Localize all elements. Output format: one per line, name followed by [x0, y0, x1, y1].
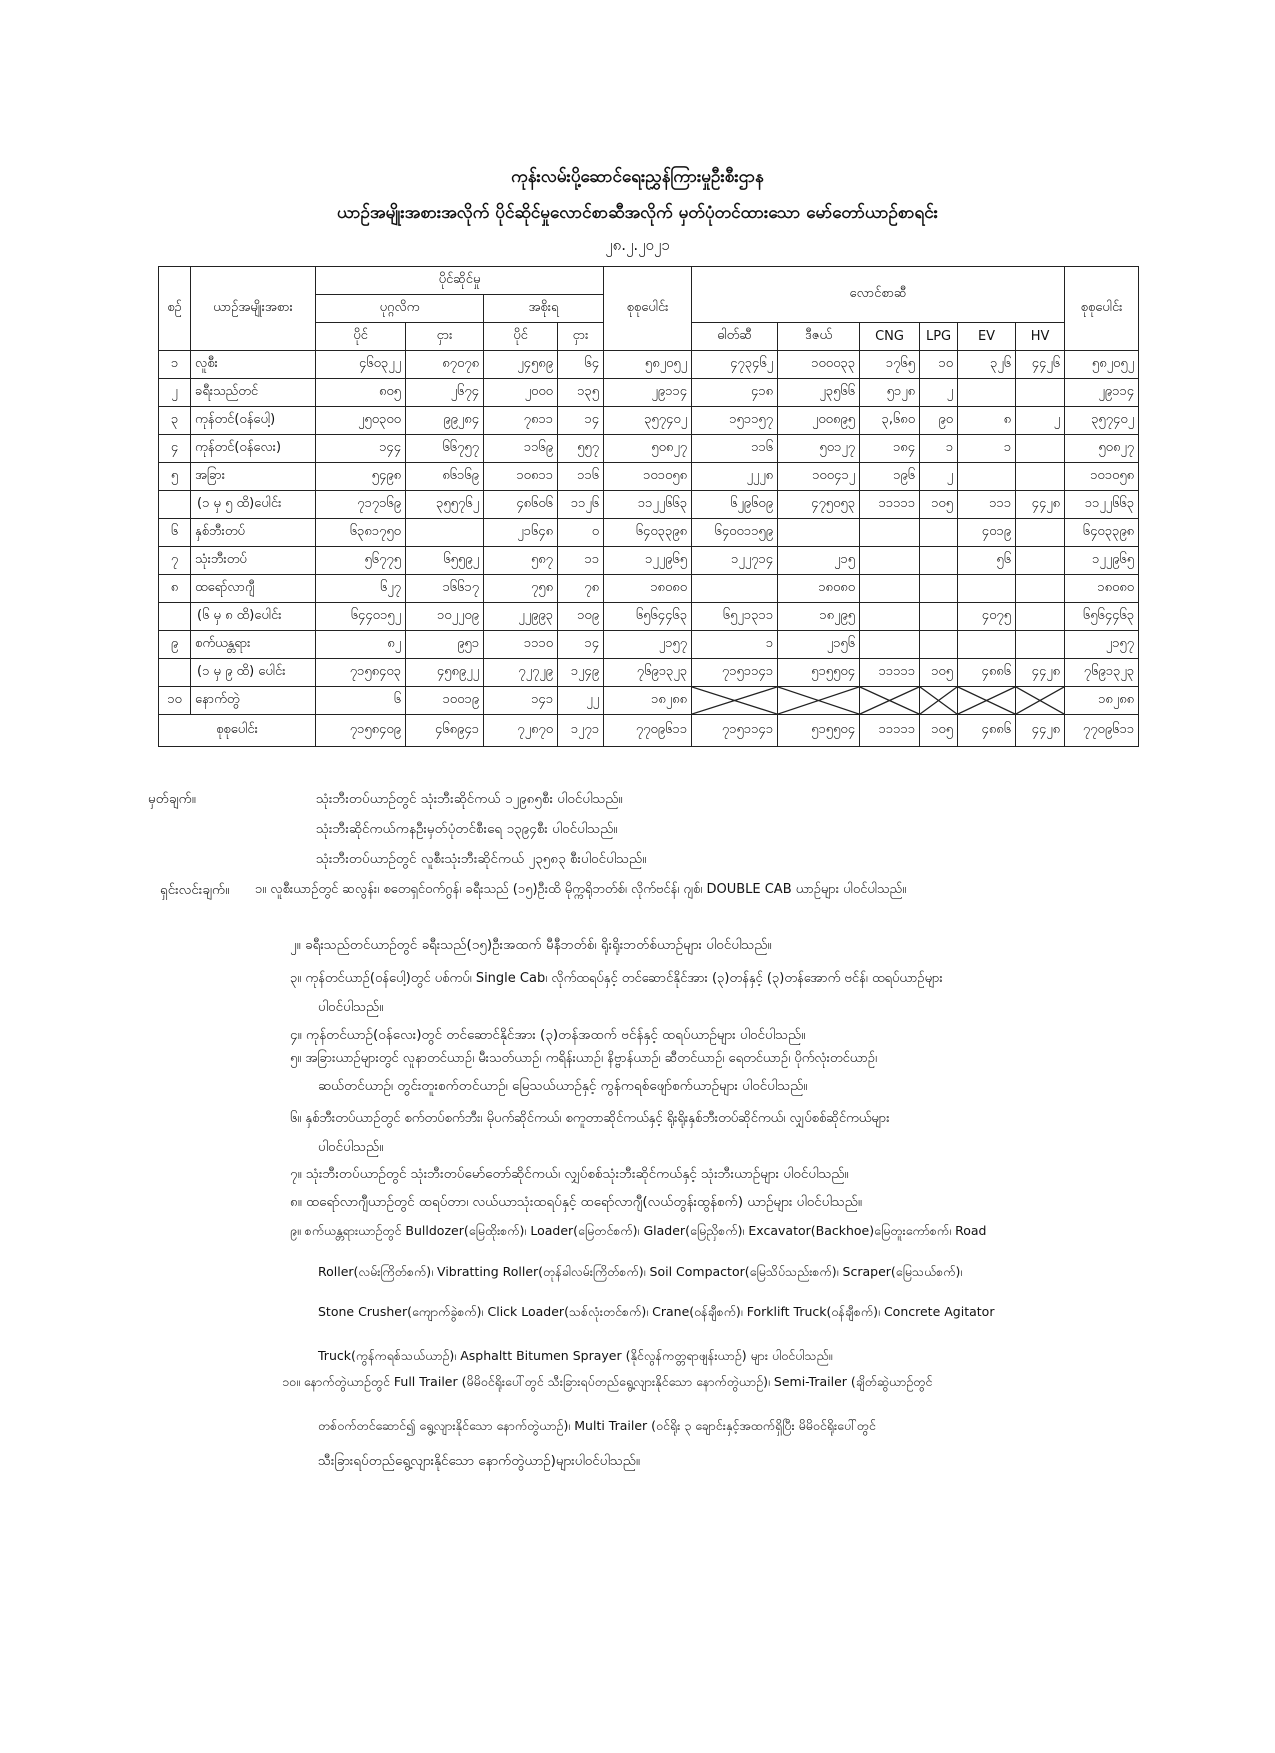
table-cell: ၄၀၁၉ — [958, 519, 1016, 547]
table-cell: ၅၈၂၀၅၂ — [1065, 351, 1139, 379]
explanation-line: ပါဝင်ပါသည်။ — [318, 1139, 384, 1155]
document-date: ၂၈.၂.၂၀၂၁ — [605, 236, 670, 254]
explanation-line: ၆။ နှစ်ဘီးတပ်ယာဉ်တွင် စက်တပ်စက်ဘီး၊ မိုပက်ဆိုင်ကယ်၊ စကူတာဆိုင်ကယ်နှင့် ရိုးရိုးနှစ်ဘီးတပ်ဆိုင်ကယ်၊ လျှပ်စစ်ဆိုင်ကယ်များ — [290, 1111, 890, 1126]
row-number: ၉ — [159, 631, 191, 659]
row-label: (၆ မှ ၈ ထိ)ပေါင်း — [191, 603, 316, 631]
table-cell: ၄၄၂၈ — [1016, 659, 1065, 687]
table-cell: ၅၁၅၅၀၄ — [778, 715, 860, 747]
table-cell: ၂၂၉၉၃ — [484, 603, 558, 631]
row-number: ၁ — [159, 351, 191, 379]
row-label: ကုန်တင်(ဝန်ပေါ့) — [191, 407, 316, 435]
table-cell: ၄၅၈၉၂၂ — [406, 659, 484, 687]
remark-line: သုံးဘီးတပ်ယာဉ်တွင် သုံးဘီးဆိုင်ကယ် ၁၂၉၈၅စီး ပါဝင်ပါသည်။ — [316, 791, 623, 807]
table-cell: ၂၂ — [558, 687, 604, 715]
table-cell: ၉၀ — [920, 407, 958, 435]
table-cell: ၆၅၆၄၄၆၃ — [1065, 603, 1139, 631]
table-cell: ၉၅၁ — [406, 631, 484, 659]
table-cell: ၂၆၇၄ — [406, 379, 484, 407]
table-cell: ၅၀၈၂၇ — [604, 435, 692, 463]
table-cell: ၈၇၀၇၈ — [406, 351, 484, 379]
table-cell: ၃၅၇၄၀၂ — [604, 407, 692, 435]
table-cell: ၁ — [692, 631, 778, 659]
row-number: ၁၀ — [159, 687, 191, 715]
table-cell: ၄၈၈၆ — [958, 659, 1016, 687]
table-cell: ၇၁၅၁၁၄၁ — [692, 659, 778, 687]
table-cell: ၇၂၈၇၀ — [484, 715, 558, 747]
table-cell: ၂၀၀၀ — [484, 379, 558, 407]
table-cell: ၅၆၇၇၅ — [316, 547, 406, 575]
table-cell: ၁၁၆၉ — [484, 435, 558, 463]
table-cell: ၁၁၂၆ — [558, 491, 604, 519]
table-cell: ၁၀၉ — [558, 603, 604, 631]
table-cell: ၁၂၇၁ — [558, 715, 604, 747]
table-cell: ၁၀၈၁၁ — [484, 463, 558, 491]
col-govt-rent: ငှား — [558, 323, 604, 351]
table-cell: ၆၂၇ — [316, 575, 406, 603]
table-cell: ၅၆ — [958, 547, 1016, 575]
explanation-line: တစ်ဝက်တင်ဆောင်၍ ရွေ့လျားနိုင်သော နောက်တွဲယာဉ်)၊ Multi Trailer (ဝင်ရိုး ၃ ချောင်းနှင့်အထက်ရှိပြီး မိမိဝင်ရိုးပေါ်တွင် — [318, 1418, 876, 1433]
table-cell: ၁၁ — [558, 547, 604, 575]
table-cell: ၅၅၇ — [558, 435, 604, 463]
table-cell: ၅၄၉၈ — [316, 463, 406, 491]
table-cell: ၂ — [920, 379, 958, 407]
table-cell: ၆၄၄၀၁၅၂ — [316, 603, 406, 631]
table-cell: ၁၄ — [558, 407, 604, 435]
table-cell: ၁၀၅ — [920, 715, 958, 747]
table-cell: ၃၅၅၇၆၂ — [406, 491, 484, 519]
explanation-line: Roller(လမ်းကြိတ်စက်)၊ Vibratting Roller(တုန်ခါလမ်းကြိတ်စက်)၊ Soil Compactor(မြေသိပ်သည်းစက်)၊ Scraper(မြေသယ်စက်)၊ — [318, 1264, 963, 1279]
table-cell: ၁၄ — [558, 631, 604, 659]
table-cell: ၇၇၀၉၆၁၁ — [1065, 715, 1139, 747]
table-cell: ၇၆၉၁၃၂၃ — [604, 659, 692, 687]
table-cell: ၆၆၇၅၇ — [406, 435, 484, 463]
table-cell: ၇၇၀၉၆၁၁ — [604, 715, 692, 747]
col-govt: အစိုးရ — [484, 295, 604, 323]
table-cell: ၆၂၉၆၀၉ — [692, 491, 778, 519]
table-cell: ၁၃၅ — [558, 379, 604, 407]
row-label: ကုန်တင်(ဝန်လေး) — [191, 435, 316, 463]
table-cell: ၃,၆၈၀ — [860, 407, 920, 435]
table-cell: ၁၀၁၀၅၈ — [604, 463, 692, 491]
table-cell: ၇၈ — [558, 575, 604, 603]
table-cell: ၈၀၅ — [316, 379, 406, 407]
table-cell: ၅၀၈၂၇ — [1065, 435, 1139, 463]
table-cell: ၈ — [958, 407, 1016, 435]
table-cell: ၁ — [920, 435, 958, 463]
explanation-line: ၁။ လူစီးယာဉ်တွင် ဆလွန်း၊ စတေရှင်ဝက်ဂွန်၊ ခရီးသည် (၁၅)ဦးထိ မိုက္ကရိုဘတ်စ်၊ လိုက်ဗင်န်၊ ဂျစ်၊ DOUBLE CAB ယာဉ်များ ပါဝင်ပါသည်။ — [255, 882, 907, 897]
explanation-line: ၄။ ကုန်တင်ယာဉ်(ဝန်လေး)တွင် တင်ဆောင်နိုင်အား (၃)တန်အထက် ဗင်န်နှင့် ထရပ်ယာဉ်များ ပါဝင်ပါသည်။ — [290, 1027, 806, 1043]
row-number: ၅ — [159, 463, 191, 491]
table-cell: ၇၁၅၁၁၄၁ — [692, 715, 778, 747]
table-cell: ၁၁၂၂၆၆၃ — [604, 491, 692, 519]
table-cell: ၁၀၀၄၁၂ — [778, 463, 860, 491]
grand-total-label: စုစုပေါင်း — [159, 715, 316, 747]
row-label: (၁ မှ ၉ ထိ) ပေါင်း — [191, 659, 316, 687]
table-cell: ၁၀၅ — [920, 659, 958, 687]
explanation-line: ၇။ သုံးဘီးတပ်ယာဉ်တွင် သုံးဘီးတပ်မော်တော်ဆိုင်ကယ်၊ လျှပ်စစ်သုံးဘီးဆိုင်ကယ်နှင့် သုံးဘီးယာဉ်များ ပါဝင်ပါသည်။ — [290, 1166, 849, 1182]
table-cell: ၁၂၂၉၆၅ — [604, 547, 692, 575]
row-label: နှစ်ဘီးတပ် — [191, 519, 316, 547]
remark-line: သုံးဘီးတပ်ယာဉ်တွင် လူစီးသုံးဘီးဆိုင်ကယ် ၂၃၅၈၃ စီးပါဝင်ပါသည်။ — [316, 851, 647, 867]
table-cell: ၁၀၂၂၀၉ — [406, 603, 484, 631]
table-cell: ၃၅၇၄၀၂ — [1065, 407, 1139, 435]
explanation-line: သီးခြားရပ်တည်ရွေ့လျားနိုင်သော နောက်တွဲယာဉ်)များပါဝင်ပါသည်။ — [318, 1453, 641, 1469]
table-cell: ၇၁၅၈၄၀၃ — [316, 659, 406, 687]
col-private: ပုဂ္ဂလိက — [316, 295, 484, 323]
table-cell: ၁ — [958, 435, 1016, 463]
table-cell: ၁၂၄၉ — [558, 659, 604, 687]
table-cell: ၂၉၁၁၄ — [1065, 379, 1139, 407]
table-cell: ၄၄၂၆ — [1016, 351, 1065, 379]
row-number: ၇ — [159, 547, 191, 575]
table-cell: ၁၀ — [920, 351, 958, 379]
table-cell: ၁၈၂၉၅ — [778, 603, 860, 631]
table-cell: ၁၄၁ — [484, 687, 558, 715]
col-cng: CNG — [860, 323, 920, 351]
explanation-line: Stone Crusher(ကျောက်ခွဲစက်)၊ Click Loader(သစ်လုံးတင်စက်)၊ Crane(ဝန်ချီစက်)၊ Forklift Truck(ဝန်ချီစက်)၊ Concrete Agitator — [318, 1304, 995, 1319]
table-cell: ၆၄၀၃၃၉၈ — [604, 519, 692, 547]
table-cell: ၁၈၂၈၈ — [604, 687, 692, 715]
table-cell: ၄၆၈၉၄၁ — [406, 715, 484, 747]
table-cell: ၁၁၁ — [958, 491, 1016, 519]
table-cell: ၆၅၂၁၃၁၁ — [692, 603, 778, 631]
table-cell: ၂၃၅၆၆ — [778, 379, 860, 407]
row-label: (၁ မှ ၅ ထိ)ပေါင်း — [191, 491, 316, 519]
row-number: ၄ — [159, 435, 191, 463]
table-cell: ၅၈၂၀၅၂ — [604, 351, 692, 379]
table-cell: ၆၃၈၁၇၅၀ — [316, 519, 406, 547]
table-cell: ၄၆၀၃၂၂ — [316, 351, 406, 379]
col-govt-own: ပိုင် — [484, 323, 558, 351]
row-label: ခရီးသည်တင် — [191, 379, 316, 407]
table-cell: ၂၂၂၈ — [692, 463, 778, 491]
col-total: စုစုပေါင်း — [604, 267, 692, 351]
table-cell: ၄၈၈၆ — [958, 715, 1016, 747]
table-cell: ၁၁၁၁၁ — [860, 659, 920, 687]
table-cell: ၁၂၂၇၁၄ — [692, 547, 778, 575]
table-cell: ၂၁၅၆ — [778, 631, 860, 659]
table-cell: ၂၁၅ — [778, 547, 860, 575]
table-cell: ၁၈၀၈၀ — [604, 575, 692, 603]
table-cell: ၂၅၀၃၀၀ — [316, 407, 406, 435]
table-cell: ၂၁၅၇ — [1065, 631, 1139, 659]
explanation-line: ၂။ ခရီးသည်တင်ယာဉ်တွင် ခရီးသည်(၁၅)ဦးအထက် မီနီဘတ်စ်၊ ရိုးရိုးဘတ်စ်ယာဉ်များ ပါဝင်ပါသည်။ — [290, 937, 772, 953]
table-cell: ၆၅၆၄၄၆၃ — [604, 603, 692, 631]
table-cell: ၇၁၇၁၆၉ — [316, 491, 406, 519]
col-hv: HV — [1016, 323, 1065, 351]
table-cell: ၂၁၅၇ — [604, 631, 692, 659]
table-cell: ၂၁၆၄၈ — [484, 519, 558, 547]
explanations-label: ရှင်းလင်းချက်။ — [160, 882, 230, 898]
table-cell: ၇၅၈ — [484, 575, 558, 603]
table-cell: ၇၆၉၁၃၂၃ — [1065, 659, 1139, 687]
table-cell: ၅၈၇ — [484, 547, 558, 575]
table-cell: ၁၁၆ — [692, 435, 778, 463]
table-cell: ၁၀၀၀၃၃ — [778, 351, 860, 379]
col-diesel: ဒီဇယ် — [778, 323, 860, 351]
col-type: ယာဉ်အမျိုးအစား — [191, 267, 316, 351]
remarks-label: မှတ်ချက်။ — [148, 791, 196, 807]
explanation-line: ပါဝင်ပါသည်။ — [318, 999, 384, 1015]
col-lpg: LPG — [920, 323, 958, 351]
table-cell: ၂ — [920, 463, 958, 491]
table-cell: ၅၁၅၅၀၄ — [778, 659, 860, 687]
table-cell: ၁၈၀၈၀ — [1065, 575, 1139, 603]
explanation-line: Truck(ကွန်ကရစ်သယ်ယာဉ်)၊ Asphaltt Bitumen Sprayer (နိုင်လွန်ကတ္တရာဖျန်းယာဉ်) များ ပါဝင်ပါသည်။ — [318, 1348, 833, 1363]
explanation-line: ဆယ်တင်ယာဉ်၊ တွင်းတူးစက်တင်ယာဉ်၊ မြေသယ်ယာဉ်နှင့် ကွန်ကရစ်ဖျော်စက်ယာဉ်များ ပါဝင်ပါသည်။ — [318, 1078, 808, 1094]
col-ownership: ပိုင်ဆိုင်မှု — [316, 267, 604, 295]
row-label: အခြား — [191, 463, 316, 491]
table-cell: ၁၁၁၁၁ — [860, 491, 920, 519]
table-cell: ၂၉၁၁၄ — [604, 379, 692, 407]
explanation-line: ၈။ ထရော်လာဂျီယာဉ်တွင် ထရပ်တာ၊ လယ်ယာသုံးထရပ်နှင့် ထရော်လာဂျီ(လယ်တွန်းထွန်စက်) ယာဉ်များ ပါဝင်ပါသည်။ — [290, 1194, 862, 1210]
table-cell: ၁၆၆၁၇ — [406, 575, 484, 603]
table-cell: ၁၈၂၈၈ — [1065, 687, 1139, 715]
table-cell: ၄၇၅၀၅၃ — [778, 491, 860, 519]
col-private-own: ပိုင် — [316, 323, 406, 351]
table-cell: ၄၈၆၀၆ — [484, 491, 558, 519]
table-cell: ၂၀၀၈၉၅ — [778, 407, 860, 435]
table-cell: ၂ — [1016, 407, 1065, 435]
row-number: ၃ — [159, 407, 191, 435]
table-cell: ၃၂၆ — [958, 351, 1016, 379]
col-ev: EV — [958, 323, 1016, 351]
explanation-line: ၉။ စက်ယန္တရားယာဉ်တွင် Bulldozer(မြေထိုးစက်)၊ Loader(မြေတင်စက်)၊ Glader(မြေညှိစက်)၊ Excavator(Backhoe)မြေတူးကော်စက်၊ Road — [290, 1223, 987, 1238]
table-cell: ၄၁၈ — [692, 379, 778, 407]
table-cell: ၅၀၁၂၇ — [778, 435, 860, 463]
table-cell: ၁၅၁၁၅၇ — [692, 407, 778, 435]
row-number: ၂ — [159, 379, 191, 407]
explanation-line: ၃။ ကုန်တင်ယာဉ်(ဝန်ပေါ့)တွင် ပစ်ကပ်၊ Single Cab၊ လိုက်ထရပ်နှင့် တင်ဆောင်နိုင်အား (၃)တန်နှင့် (၃)တန်အောက် ဗင်န်၊ ထရပ်ယာဉ်များ — [290, 971, 943, 986]
table-cell: ၆ — [316, 687, 406, 715]
table-cell: ၈၆၁၆၉ — [406, 463, 484, 491]
table-cell: ၇၁၅၈၄၀၉ — [316, 715, 406, 747]
table-cell: ၁၉၆ — [860, 463, 920, 491]
table-cell: ၄၄၂၈ — [1016, 491, 1065, 519]
row-label: နောက်တွဲ — [191, 687, 316, 715]
table-cell: ၆၄၀၀၁၁၅၉ — [692, 519, 778, 547]
col-grand-total: စုစုပေါင်း — [1065, 267, 1139, 351]
table-cell: ၇၈၁၁ — [484, 407, 558, 435]
table-cell: ၄၀၇၅ — [958, 603, 1016, 631]
table-cell: ၁၁၂၂၆၆၃ — [1065, 491, 1139, 519]
table-cell: ၀ — [558, 519, 604, 547]
col-private-rent: ငှား — [406, 323, 484, 351]
table-cell: ၁၀၀၁၉ — [406, 687, 484, 715]
document-title: ယာဉ်အမျိုးအစားအလိုက် ပိုင်ဆိုင်မှုလောင်စာဆီအလိုက် မှတ်ပုံတင်ထားသော မော်တော်ယာဉ်စာရင်း — [337, 203, 938, 223]
table-cell: ၁၁၁၀ — [484, 631, 558, 659]
table-cell: ၄၇၃၄၆၂ — [692, 351, 778, 379]
row-number: ၈ — [159, 575, 191, 603]
table-cell: ၆၄ — [558, 351, 604, 379]
row-label: စက်ယန္တရား — [191, 631, 316, 659]
table-cell: ၅၁၂၈ — [860, 379, 920, 407]
table-cell: ၉၉၂၈၄ — [406, 407, 484, 435]
col-sno: စဉ် — [159, 267, 191, 351]
table-cell: ၁၁၆ — [558, 463, 604, 491]
table-cell: ၈၂ — [316, 631, 406, 659]
table-cell: ၁၄၄ — [316, 435, 406, 463]
col-petrol: ဓါတ်ဆီ — [692, 323, 778, 351]
table-cell: ၂၄၅၈၉ — [484, 351, 558, 379]
table-cell: ၁၀၅ — [920, 491, 958, 519]
table-cell: ၁၈၄ — [860, 435, 920, 463]
remark-line: သုံးဘီးဆိုင်ကယ်ကနဦးမှတ်ပုံတင်စီးရေ ၁၃၉၄စီး ပါဝင်ပါသည်။ — [316, 821, 618, 837]
table-cell: ၁၂၂၉၆၅ — [1065, 547, 1139, 575]
col-fuel: လောင်စာဆီ — [692, 267, 1065, 323]
table-cell: ၄၄၂၈ — [1016, 715, 1065, 747]
row-label: သုံးဘီးတပ် — [191, 547, 316, 575]
explanation-line: ၁၀။ နောက်တွဲယာဉ်တွင် Full Trailer (မိမိဝင်ရိုးပေါ်တွင် သီးခြားရပ်တည်ရွေ့လျားနိုင်သော နောက်တွဲယာဉ်)၊ Semi-Trailer (ချိတ်ဆွဲယာဉ်တွင် — [282, 1374, 933, 1389]
department-title: ကုန်းလမ်းပို့ဆောင်ရေးညွှန်ကြားမှုဦးစီးဌာန — [511, 167, 764, 187]
table-cell: ၁၇၆၅ — [860, 351, 920, 379]
table-cell: ၁၀၁၀၅၈ — [1065, 463, 1139, 491]
explanation-line: ၅။ အခြားယာဉ်များတွင် လူနာတင်ယာဉ်၊ မီးသတ်ယာဉ်၊ ကရိန်းယာဉ်၊ နိဗ္ဗာန်ယာဉ်၊ ဆီတင်ယာဉ်၊ ရေတင်ယာဉ်၊ ပိုက်လုံးတင်ယာဉ်၊ — [290, 1051, 878, 1066]
row-label: ထရော်လာဂျီ — [191, 575, 316, 603]
table-cell: ၆၅၅၉၂ — [406, 547, 484, 575]
table-cell: ၁၁၁၁၁ — [860, 715, 920, 747]
row-label: လူစီး — [191, 351, 316, 379]
table-cell: ၁၈၀၈၀ — [778, 575, 860, 603]
row-number: ၆ — [159, 519, 191, 547]
table-cell: ၆၄၀၃၃၉၈ — [1065, 519, 1139, 547]
table-cell: ၇၂၇၂၉ — [484, 659, 558, 687]
